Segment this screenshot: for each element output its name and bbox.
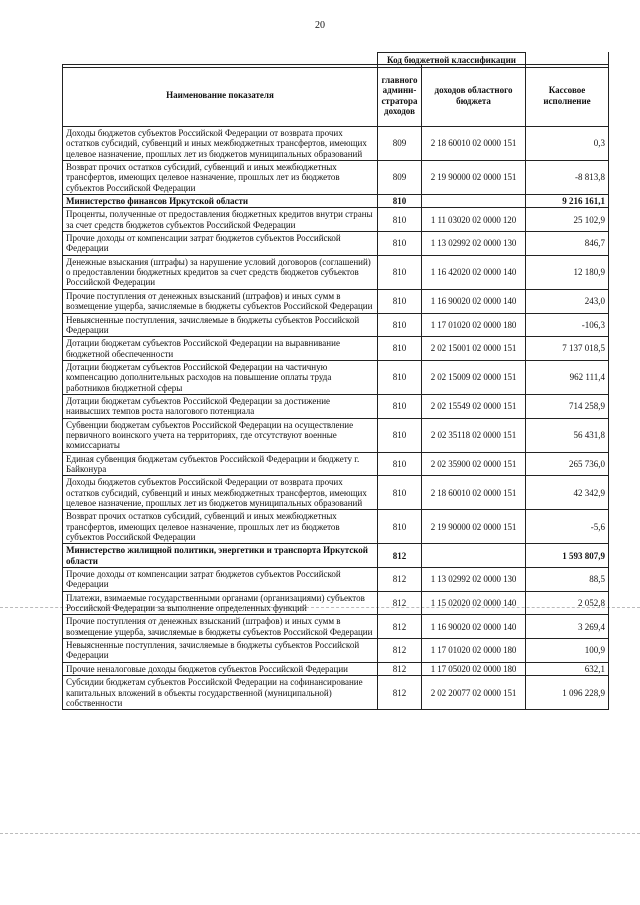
row-amount-cell: 0,3 [526, 127, 609, 161]
row-code-cell: 2 02 15549 02 0000 151 [422, 394, 526, 418]
row-name-cell: Невыясненные поступления, зачисляемые в бюджеты субъектов Российской Федерации [63, 313, 378, 337]
row-name-cell: Министерство финансов Иркутской области [63, 195, 378, 208]
row-admin-cell: 812 [378, 662, 422, 675]
column-header-admin: главного админи-стратора доходов [378, 65, 422, 127]
row-admin-cell: 810 [378, 255, 422, 289]
table-row [63, 452, 609, 476]
row-admin-cell: 810 [378, 476, 422, 510]
table-row [63, 337, 609, 361]
row-amount-cell: -8 813,8 [526, 161, 609, 195]
row-code-cell: 2 02 15009 02 0000 151 [422, 360, 526, 394]
row-code-cell: 1 17 01020 02 0000 180 [422, 639, 526, 663]
row-code-cell: 1 11 03020 02 0000 120 [422, 208, 526, 232]
row-name-cell: Единая субвенция бюджетам субъектов Российской Федерации и бюджету г. Байконура [63, 452, 378, 476]
row-name-cell: Прочие неналоговые доходы бюджетов субъектов Российской Федерации [63, 662, 378, 675]
row-name-cell: Субвенции бюджетам субъектов Российской Федерации на осуществление первичного воинского учета на территориях, где отсутствуют военные комиссариаты [63, 418, 378, 452]
row-admin-cell: 809 [378, 161, 422, 195]
row-code-cell: 1 16 90020 02 0000 140 [422, 615, 526, 639]
row-code-cell: 1 17 05020 02 0000 180 [422, 662, 526, 675]
row-name-cell: Возврат прочих остатков субсидий, субвенций и иных межбюджетных трансфертов, имеющих целевое назначение, прошлых лет из бюджетов субъектов Российской Федерации [63, 510, 378, 544]
table-row [63, 360, 609, 394]
row-name-cell: Дотации бюджетам субъектов Российской Федерации за достижение наивысших темпов роста налогового потенциала [63, 394, 378, 418]
row-code-cell: 2 02 35118 02 0000 151 [422, 418, 526, 452]
row-name-cell: Прочие доходы от компенсации затрат бюджетов субъектов Российской Федерации [63, 568, 378, 592]
column-group-header: Код бюджетной классификации [378, 53, 526, 68]
row-code-cell: 2 19 90000 02 0000 151 [422, 510, 526, 544]
column-header-code: доходов областного бюджета [422, 65, 526, 127]
row-name-cell: Дотации бюджетам субъектов Российской Федерации на выравнивание бюджетной обеспеченности [63, 337, 378, 361]
row-amount-cell: 714 258,9 [526, 394, 609, 418]
row-amount-cell: 846,7 [526, 232, 609, 256]
row-amount-cell: 9 216 161,1 [526, 195, 609, 208]
table-row [63, 615, 609, 639]
row-name-cell: Субсидии бюджетам субъектов Российской Федерации на софинансирование капитальных вложений в объекты государственной (муниципальной) собственности [63, 676, 378, 710]
table-row [63, 313, 609, 337]
row-name-cell: Прочие поступления от денежных взысканий (штрафов) и иных сумм в возмещение ущерба, зачисляемые в бюджеты субъектов Российской Федерации [63, 289, 378, 313]
row-admin-cell: 812 [378, 591, 422, 615]
table-body [63, 127, 609, 710]
row-code-cell: 1 16 90020 02 0000 140 [422, 289, 526, 313]
row-amount-cell: 265 736,0 [526, 452, 609, 476]
row-admin-cell: 810 [378, 452, 422, 476]
ministry-row [63, 544, 609, 568]
table-row [63, 161, 609, 195]
row-amount-cell: 12 180,9 [526, 255, 609, 289]
row-admin-cell: 810 [378, 232, 422, 256]
row-amount-cell: 243,0 [526, 289, 609, 313]
row-name-cell: Платежи, взимаемые государственными органами (организациями) субъектов Российской Федерации за выполнение определенных функций [63, 591, 378, 615]
row-code-cell: 1 16 42020 02 0000 140 [422, 255, 526, 289]
table-row [63, 662, 609, 675]
row-admin-cell: 810 [378, 418, 422, 452]
row-amount-cell: 962 111,4 [526, 360, 609, 394]
row-admin-cell: 810 [378, 208, 422, 232]
row-code-cell: 1 17 01020 02 0000 180 [422, 313, 526, 337]
table-row [63, 255, 609, 289]
row-admin-cell: 810 [378, 394, 422, 418]
row-admin-cell: 810 [378, 337, 422, 361]
table-row [63, 418, 609, 452]
row-amount-cell: 100,9 [526, 639, 609, 663]
row-amount-cell: 88,5 [526, 568, 609, 592]
row-name-cell: Доходы бюджетов субъектов Российской Федерации от возврата прочих остатков субсидий, субвенций и иных межбюджетных трансфертов, имеющих целевое назначение, прошлых лет из бюджетов муниципальных образований [63, 127, 378, 161]
table-row [63, 232, 609, 256]
row-amount-cell: 1 096 228,9 [526, 676, 609, 710]
row-name-cell: Прочие доходы от компенсации затрат бюджетов субъектов Российской Федерации [63, 232, 378, 256]
row-code-cell: 1 13 02992 02 0000 130 [422, 232, 526, 256]
row-code-cell: 1 15 02020 02 0000 140 [422, 591, 526, 615]
row-admin-cell: 809 [378, 127, 422, 161]
row-name-cell: Возврат прочих остатков субсидий, субвенций и иных межбюджетных трансфертов, имеющих целевое назначение, прошлых лет из бюджетов субъектов Российской Федерации [63, 161, 378, 195]
row-amount-cell: 25 102,9 [526, 208, 609, 232]
row-admin-cell: 810 [378, 360, 422, 394]
row-name-cell: Прочие поступления от денежных взысканий (штрафов) и иных сумм в возмещение ущерба, зачисляемые в бюджеты субъектов Российской Федерации [63, 615, 378, 639]
row-code-cell: 2 02 20077 02 0000 151 [422, 676, 526, 710]
row-admin-cell: 812 [378, 639, 422, 663]
table-row [63, 568, 609, 592]
column-header-name: Наименование показателя [63, 65, 378, 127]
row-name-cell: Проценты, полученные от предоставления бюджетных кредитов внутри страны за счет средств бюджетов субъектов Российской Федерации [63, 208, 378, 232]
table-row [63, 476, 609, 510]
row-amount-cell: 42 342,9 [526, 476, 609, 510]
table-row [63, 394, 609, 418]
row-admin-cell: 812 [378, 568, 422, 592]
row-name-cell: Доходы бюджетов субъектов Российской Федерации от возврата прочих остатков субсидий, субвенций и иных межбюджетных трансфертов, имеющих целевое назначение, прошлых лет из бюджетов муниципальных образований [63, 476, 378, 510]
row-amount-cell: 2 052,8 [526, 591, 609, 615]
table-row [63, 591, 609, 615]
row-code-cell [422, 544, 526, 568]
row-amount-cell: -5,6 [526, 510, 609, 544]
row-name-cell: Министерство жилищной политики, энергетики и транспорта Иркутской области [63, 544, 378, 568]
row-admin-cell: 812 [378, 544, 422, 568]
row-admin-cell: 812 [378, 676, 422, 710]
row-amount-cell: 632,1 [526, 662, 609, 675]
row-code-cell: 1 13 02992 02 0000 130 [422, 568, 526, 592]
row-amount-cell: 3 269,4 [526, 615, 609, 639]
row-code-cell [422, 195, 526, 208]
row-amount-cell: 1 593 807,9 [526, 544, 609, 568]
row-name-cell: Невыясненные поступления, зачисляемые в бюджеты субъектов Российской Федерации [63, 639, 378, 663]
row-admin-cell: 810 [378, 510, 422, 544]
table-row [63, 639, 609, 663]
row-admin-cell: 812 [378, 615, 422, 639]
ministry-row [63, 195, 609, 208]
row-amount-cell: 7 137 018,5 [526, 337, 609, 361]
budget-table-body [62, 64, 609, 710]
row-admin-cell: 810 [378, 195, 422, 208]
row-admin-cell: 810 [378, 289, 422, 313]
row-amount-cell: 56 431,8 [526, 418, 609, 452]
margin-fold-line [0, 833, 640, 834]
table-row [63, 208, 609, 232]
row-amount-cell: -106,3 [526, 313, 609, 337]
row-name-cell: Дотации бюджетам субъектов Российской Федерации на частичную компенсацию дополнительных расходов на повышение оплаты труда работников бюджетной сферы [63, 360, 378, 394]
row-name-cell: Денежные взыскания (штрафы) за нарушение условий договоров (соглашений) о предоставлении бюджетных кредитов за счет средств бюджетов субъектов Российской Федерации [63, 255, 378, 289]
row-admin-cell: 810 [378, 313, 422, 337]
row-code-cell: 2 02 15001 02 0000 151 [422, 337, 526, 361]
row-code-cell: 2 18 60010 02 0000 151 [422, 476, 526, 510]
column-header-amount: Кассовое исполнение [526, 65, 609, 127]
table-row [63, 510, 609, 544]
row-code-cell: 2 02 35900 02 0000 151 [422, 452, 526, 476]
table-row [63, 127, 609, 161]
row-code-cell: 2 19 90000 02 0000 151 [422, 161, 526, 195]
table-row [63, 676, 609, 710]
page-number: 20 [315, 20, 325, 31]
table-row [63, 289, 609, 313]
row-code-cell: 2 18 60010 02 0000 151 [422, 127, 526, 161]
